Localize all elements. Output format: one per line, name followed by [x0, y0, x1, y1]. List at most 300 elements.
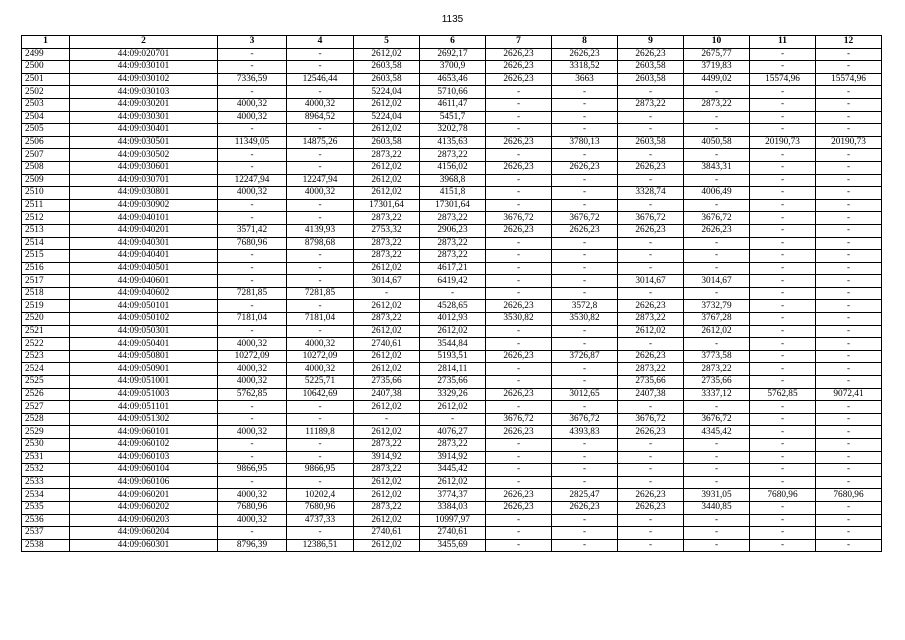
table-row [22, 300, 882, 313]
table-cell: 2873,22 [354, 439, 420, 452]
table-cell: - [618, 439, 684, 452]
table-cell: 7181,04 [287, 313, 354, 326]
table-cell: - [486, 275, 552, 288]
table-cell: 2740,61 [354, 527, 420, 540]
table-cell: - [552, 237, 618, 250]
table-cell: 7680,96 [218, 237, 287, 250]
table-cell: - [750, 451, 816, 464]
table-cell: 44:09:051302 [70, 413, 218, 426]
table-cell: - [552, 376, 618, 389]
table-cell: - [816, 187, 882, 200]
table-row [22, 338, 882, 351]
table-cell: 2626,23 [486, 136, 552, 149]
table-cell: - [618, 401, 684, 414]
column-header: 2 [70, 36, 218, 49]
table-cell: 4000,32 [287, 338, 354, 351]
table-cell: 2531 [22, 451, 70, 464]
table-cell: 3384,03 [420, 501, 486, 514]
table-cell: 2873,22 [618, 313, 684, 326]
table-cell: 3700,9 [420, 61, 486, 74]
table-cell: - [486, 338, 552, 351]
table-cell: 2499 [22, 48, 70, 61]
table-cell: - [750, 514, 816, 527]
table-cell: - [552, 86, 618, 99]
table-cell: 3445,42 [420, 464, 486, 477]
table-cell: 2873,22 [420, 439, 486, 452]
table-cell: - [750, 149, 816, 162]
table-cell: 5762,85 [218, 388, 287, 401]
table-cell: - [816, 514, 882, 527]
table-cell: 44:09:050301 [70, 325, 218, 338]
table-cell: - [486, 363, 552, 376]
table-cell: 2612,02 [354, 476, 420, 489]
table-cell: - [218, 86, 287, 99]
page-number: 1135 [441, 14, 464, 25]
table-cell: - [750, 61, 816, 74]
table-cell: 44:09:060102 [70, 439, 218, 452]
table-cell: 2626,23 [486, 48, 552, 61]
table-cell: 2626,23 [552, 48, 618, 61]
table-cell: - [287, 325, 354, 338]
table-cell: 44:09:030301 [70, 111, 218, 124]
table-row [22, 313, 882, 326]
table-cell: 4000,32 [287, 363, 354, 376]
table-cell: 12247,94 [287, 174, 354, 187]
table-cell: - [816, 287, 882, 300]
table-cell: - [218, 262, 287, 275]
table-cell: - [287, 86, 354, 99]
table-cell: 4737,33 [287, 514, 354, 527]
table-cell: 2873,22 [354, 237, 420, 250]
table-cell: - [218, 451, 287, 464]
table-cell: - [684, 539, 750, 552]
table-cell: - [420, 413, 486, 426]
table-cell: 8964,52 [287, 111, 354, 124]
table-cell: 2873,22 [684, 98, 750, 111]
table-cell: - [684, 174, 750, 187]
column-header: 3 [218, 36, 287, 49]
table-cell: 3663 [552, 73, 618, 86]
table-cell: 44:09:040301 [70, 237, 218, 250]
table-cell: 2753,32 [354, 224, 420, 237]
table-cell: 2873,22 [354, 313, 420, 326]
table-cell: - [287, 451, 354, 464]
table-cell: 3676,72 [552, 212, 618, 225]
table-cell: 44:09:050102 [70, 313, 218, 326]
table-cell: 3719,83 [684, 61, 750, 74]
table-cell: 3012,65 [552, 388, 618, 401]
table-cell: - [486, 111, 552, 124]
table-cell: - [218, 250, 287, 263]
table-cell: - [750, 300, 816, 313]
table-cell: - [287, 401, 354, 414]
table-cell: 44:09:050101 [70, 300, 218, 313]
table-cell: 2407,38 [618, 388, 684, 401]
table-cell: 2530 [22, 439, 70, 452]
table-cell: - [750, 250, 816, 263]
table-row [22, 527, 882, 540]
table-cell: 3571,42 [218, 224, 287, 237]
table-cell: - [750, 464, 816, 477]
table-cell: 14875,26 [287, 136, 354, 149]
table-cell: 7680,96 [750, 489, 816, 502]
table-cell: 2735,66 [420, 376, 486, 389]
table-cell: 12247,94 [218, 174, 287, 187]
table-cell: 4000,32 [218, 98, 287, 111]
table-cell: 2502 [22, 86, 70, 99]
table-cell: - [287, 199, 354, 212]
table-cell: - [486, 86, 552, 99]
table-cell: 3676,72 [618, 413, 684, 426]
table-cell: 2505 [22, 124, 70, 137]
table-cell: 44:09:060202 [70, 501, 218, 514]
table-cell: - [750, 426, 816, 439]
data-table [21, 35, 882, 552]
table-cell: 2524 [22, 363, 70, 376]
table-cell: 2503 [22, 98, 70, 111]
table-cell: 2626,23 [552, 224, 618, 237]
table-cell: 2529 [22, 426, 70, 439]
table-cell: - [618, 111, 684, 124]
table-cell: - [816, 464, 882, 477]
table-cell: - [618, 149, 684, 162]
table-cell: 2612,02 [354, 325, 420, 338]
table-cell: 2626,23 [486, 426, 552, 439]
table-cell: 8796,39 [218, 539, 287, 552]
table-row [22, 426, 882, 439]
table-cell: 2603,58 [618, 61, 684, 74]
table-cell: 9072,41 [816, 388, 882, 401]
table-cell: 5193,51 [420, 350, 486, 363]
table-cell: 2513 [22, 224, 70, 237]
table-row [22, 237, 882, 250]
table-cell: - [750, 527, 816, 540]
table-cell: 2500 [22, 61, 70, 74]
table-cell: 2523 [22, 350, 70, 363]
table-cell: 5224,04 [354, 86, 420, 99]
table-cell: 3202,78 [420, 124, 486, 137]
table-cell: - [750, 174, 816, 187]
table-cell: - [816, 161, 882, 174]
table-cell: - [552, 539, 618, 552]
table-cell: - [618, 476, 684, 489]
table-cell: 3914,92 [354, 451, 420, 464]
table-cell: 44:09:060301 [70, 539, 218, 552]
table-row [22, 262, 882, 275]
table-cell: 2626,23 [684, 224, 750, 237]
table-cell: - [618, 262, 684, 275]
table-cell: 4050,58 [684, 136, 750, 149]
table-cell: 44:09:060104 [70, 464, 218, 477]
table-cell: 10202,4 [287, 489, 354, 502]
table-cell: 2612,02 [354, 539, 420, 552]
table-cell: 3328,74 [618, 187, 684, 200]
table-cell: - [816, 313, 882, 326]
table-cell: 2626,23 [618, 48, 684, 61]
table-cell: 2873,22 [420, 237, 486, 250]
table-cell: 2534 [22, 489, 70, 502]
table-cell: 3773,58 [684, 350, 750, 363]
table-cell: 3440,85 [684, 501, 750, 514]
table-cell: 44:09:030401 [70, 124, 218, 137]
table-cell: - [354, 413, 420, 426]
table-cell: 2510 [22, 187, 70, 200]
table-cell: 8798,68 [287, 237, 354, 250]
table-cell: 7281,85 [218, 287, 287, 300]
table-cell: - [486, 149, 552, 162]
table-cell: 5224,04 [354, 111, 420, 124]
table-cell: - [816, 451, 882, 464]
table-cell: - [486, 527, 552, 540]
table-cell: - [552, 149, 618, 162]
table-cell: 2626,23 [552, 501, 618, 514]
table-cell: 2814,11 [420, 363, 486, 376]
table-cell: - [618, 199, 684, 212]
table-cell: - [552, 451, 618, 464]
table-cell: 10272,09 [287, 350, 354, 363]
table-cell: - [552, 476, 618, 489]
table-cell: 2735,66 [618, 376, 684, 389]
column-header: 12 [816, 36, 882, 49]
table-cell: - [816, 501, 882, 514]
table-row [22, 464, 882, 477]
table-row [22, 363, 882, 376]
table-cell: - [552, 98, 618, 111]
table-cell: - [486, 539, 552, 552]
table-cell: - [750, 338, 816, 351]
table-cell: 2518 [22, 287, 70, 300]
table-row [22, 48, 882, 61]
table-cell: - [816, 325, 882, 338]
table-cell: - [750, 325, 816, 338]
table-row [22, 174, 882, 187]
table-cell: 44:09:030501 [70, 136, 218, 149]
table-cell: 3676,72 [486, 413, 552, 426]
table-cell: - [750, 262, 816, 275]
table-cell: 3530,82 [552, 313, 618, 326]
table-row [22, 187, 882, 200]
table-cell: - [816, 237, 882, 250]
table-cell: - [618, 464, 684, 477]
table-cell: - [750, 539, 816, 552]
table-cell: 4000,32 [218, 376, 287, 389]
table-cell: 2612,02 [354, 350, 420, 363]
table-cell: - [684, 451, 750, 464]
table-cell: 2612,02 [354, 161, 420, 174]
table-cell: 3014,67 [354, 275, 420, 288]
table-row [22, 161, 882, 174]
table-cell: 4611,47 [420, 98, 486, 111]
table-cell: - [218, 124, 287, 137]
table-cell: 4000,32 [287, 98, 354, 111]
table-cell: 20190,73 [750, 136, 816, 149]
table-cell: - [552, 514, 618, 527]
table-cell: 44:09:040602 [70, 287, 218, 300]
table-cell: 3572,8 [552, 300, 618, 313]
table-cell: - [218, 48, 287, 61]
table-cell: - [486, 287, 552, 300]
table-cell: - [287, 124, 354, 137]
table-cell: - [816, 111, 882, 124]
table-row [22, 199, 882, 212]
table-cell: 15574,96 [816, 73, 882, 86]
table-cell: - [816, 401, 882, 414]
table-cell: - [684, 199, 750, 212]
table-row [22, 287, 882, 300]
table-cell: - [816, 86, 882, 99]
table-cell: - [816, 124, 882, 137]
table-cell: 2519 [22, 300, 70, 313]
table-cell: 4393,83 [552, 426, 618, 439]
table-cell: 15574,96 [750, 73, 816, 86]
table-cell: 44:09:030103 [70, 86, 218, 99]
table-cell: - [816, 350, 882, 363]
table-cell: - [552, 275, 618, 288]
table-cell: 2740,61 [354, 338, 420, 351]
table-cell: 44:09:030601 [70, 161, 218, 174]
table-cell: - [218, 300, 287, 313]
table-cell: 2612,02 [618, 325, 684, 338]
table-cell: - [287, 476, 354, 489]
table-row [22, 388, 882, 401]
table-cell: - [420, 287, 486, 300]
table-cell: 2509 [22, 174, 70, 187]
table-row [22, 73, 882, 86]
table-cell: 44:09:040201 [70, 224, 218, 237]
table-cell: 7181,04 [218, 313, 287, 326]
table-cell: 2612,02 [354, 187, 420, 200]
table-cell: 44:09:050801 [70, 350, 218, 363]
table-cell: - [684, 464, 750, 477]
table-cell: 2740,61 [420, 527, 486, 540]
table-cell: 4000,32 [218, 363, 287, 376]
table-cell: 3774,37 [420, 489, 486, 502]
table-cell: 2873,22 [354, 149, 420, 162]
table-cell: 3843,31 [684, 161, 750, 174]
table-cell: 2735,66 [684, 376, 750, 389]
table-cell: 2626,23 [486, 73, 552, 86]
table-cell: - [816, 174, 882, 187]
table-cell: - [618, 338, 684, 351]
table-cell: 3544,84 [420, 338, 486, 351]
table-cell: - [287, 413, 354, 426]
table-cell: 6419,42 [420, 275, 486, 288]
table-cell: - [218, 212, 287, 225]
table-cell: - [684, 124, 750, 137]
table-cell: - [618, 174, 684, 187]
table-cell: 44:09:040601 [70, 275, 218, 288]
table-cell: 2511 [22, 199, 70, 212]
table-cell: - [486, 237, 552, 250]
table-cell: - [750, 287, 816, 300]
table-cell: - [486, 514, 552, 527]
table-row [22, 413, 882, 426]
table-cell: 12386,51 [287, 539, 354, 552]
table-cell: - [684, 514, 750, 527]
table-cell: 3726,87 [552, 350, 618, 363]
table-cell: - [486, 124, 552, 137]
table-row [22, 111, 882, 124]
table-cell: - [750, 501, 816, 514]
table-cell: 2612,02 [354, 174, 420, 187]
table-cell: - [218, 401, 287, 414]
table-cell: 2626,23 [486, 161, 552, 174]
table-cell: 4151,8 [420, 187, 486, 200]
table-cell: - [750, 413, 816, 426]
table-cell: 2603,58 [618, 73, 684, 86]
table-cell: - [486, 250, 552, 263]
table-cell: 2626,23 [618, 300, 684, 313]
table-cell: - [684, 287, 750, 300]
table-cell: 2525 [22, 376, 70, 389]
table-cell: - [618, 527, 684, 540]
table-cell: - [486, 439, 552, 452]
table-cell: - [618, 250, 684, 263]
table-cell: - [218, 199, 287, 212]
table-cell: - [684, 476, 750, 489]
column-header: 10 [684, 36, 750, 49]
table-cell: 2514 [22, 237, 70, 250]
table-cell: 2626,23 [486, 224, 552, 237]
table-cell: 44:09:060103 [70, 451, 218, 464]
table-cell: 2873,22 [420, 212, 486, 225]
table-cell: - [287, 61, 354, 74]
column-header: 9 [618, 36, 684, 49]
table-cell: - [684, 86, 750, 99]
table-cell: - [816, 300, 882, 313]
table-cell: 44:09:030902 [70, 199, 218, 212]
table-cell: 5225,71 [287, 376, 354, 389]
table-cell: - [218, 149, 287, 162]
table-cell: 2508 [22, 161, 70, 174]
table-cell: - [552, 338, 618, 351]
table-cell: - [618, 86, 684, 99]
table-row [22, 489, 882, 502]
table-cell: 2626,23 [618, 350, 684, 363]
table-cell: - [816, 212, 882, 225]
table-cell: - [552, 401, 618, 414]
table-cell: - [684, 262, 750, 275]
column-header: 8 [552, 36, 618, 49]
table-cell: 2612,02 [684, 325, 750, 338]
table-cell: 10642,69 [287, 388, 354, 401]
table-cell: 2825,47 [552, 489, 618, 502]
table-cell: 2873,22 [420, 250, 486, 263]
table-cell: 44:09:060203 [70, 514, 218, 527]
table-cell: - [816, 376, 882, 389]
table-cell: 3676,72 [684, 212, 750, 225]
table-row [22, 61, 882, 74]
table-cell: 9866,95 [287, 464, 354, 477]
table-cell: 3337,12 [684, 388, 750, 401]
table-cell: - [552, 527, 618, 540]
table-cell: - [816, 149, 882, 162]
table-cell: - [750, 124, 816, 137]
table-row [22, 539, 882, 552]
table-cell: 2612,02 [420, 401, 486, 414]
table-cell: 2626,23 [486, 501, 552, 514]
table-cell: - [552, 287, 618, 300]
table-cell: - [684, 439, 750, 452]
table-cell: - [218, 275, 287, 288]
table-cell: 2533 [22, 476, 70, 489]
table-cell: 3455,69 [420, 539, 486, 552]
table-cell: - [287, 212, 354, 225]
table-cell: - [684, 401, 750, 414]
table-cell: 2626,23 [486, 489, 552, 502]
column-header: 7 [486, 36, 552, 49]
table-cell: - [618, 539, 684, 552]
